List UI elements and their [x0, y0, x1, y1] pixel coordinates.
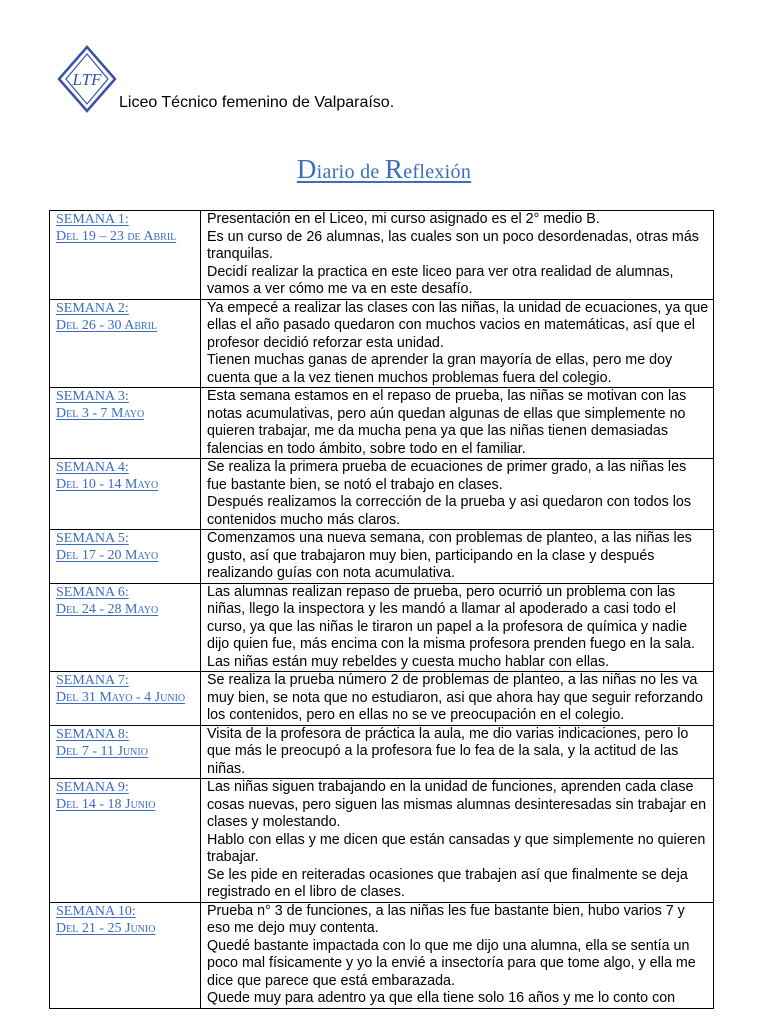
reflection-paragraph: Prueba n° 3 de funciones, a las niñas les fue bastante bien, hubo varios 7 y eso me dejo muy contenta. — [207, 902, 685, 936]
week-label[interactable]: SEMANA 9: — [56, 780, 129, 795]
reflection-paragraph: Se realiza la primera prueba de ecuaciones de primer grado, a las niñas les fue bastante bien, se notó el trabajo en clases. — [207, 459, 687, 493]
week-label[interactable]: SEMANA 3: — [56, 389, 129, 404]
reflection-paragraph: Las niñas están muy rebeldes y cuesta mucho hablar con ellas. — [207, 653, 610, 670]
week-label[interactable]: SEMANA 1: — [56, 212, 129, 227]
week-cell — [50, 779, 201, 903]
week-cell — [50, 530, 201, 584]
week-cell — [50, 459, 201, 530]
week-dates[interactable]: Del 21 - 25 Junio — [56, 920, 156, 936]
week-row — [50, 902, 714, 1008]
reflection-paragraph: Se les pide en reiteradas ocasiones que trabajen así que finalmente se deja registrado en el libro de clases. — [207, 866, 688, 900]
reflection-paragraph: Ya empecé a realizar las clases con las niñas, la unidad de ecuaciones, ya que ellas el año pasado quedaron con muchos vacios en matemáticas, así que el profesor decidió reforzar esta unidad. — [207, 299, 709, 351]
week-cell — [50, 583, 201, 672]
logo-diamond-icon — [57, 45, 117, 113]
week-dates[interactable]: Del 10 - 14 Mayo — [56, 477, 159, 492]
logo-text: LTF — [72, 70, 102, 89]
reflection-paragraph: Presentación en el Liceo, mi curso asignado es el 2° medio B. — [207, 211, 600, 227]
week-cell — [50, 902, 201, 1008]
title-initial-two: R — [384, 154, 404, 184]
week-cell — [50, 725, 201, 779]
reflection-paragraph: Quede muy para adentro ya que ella tiene solo 16 años y me lo conto con — [207, 990, 676, 1006]
week-label[interactable]: SEMANA 5: — [56, 531, 129, 546]
reflection-paragraph: Esta semana estamos en el repaso de prueba, las niñas se motivan con las notas acumulativas, pero aún quedan algunas de ellas que simplemente no quieren trabajar, me da mucha pena ya que las niñas tienen demasiadas falencias en todo ámbito, sobre todo en el familiar. — [207, 388, 687, 457]
reflection-cell — [201, 672, 714, 726]
week-dates[interactable]: Del 7 - 11 Junio — [56, 743, 148, 759]
reflection-cell — [201, 530, 714, 584]
week-label[interactable]: SEMANA 7: — [56, 673, 129, 688]
week-cell — [50, 388, 201, 459]
title-word-one: iario de — [316, 161, 385, 183]
reflection-cell — [201, 779, 714, 903]
week-dates[interactable]: Del 26 - 30 Abril — [56, 317, 158, 333]
reflection-cell — [201, 299, 714, 388]
week-row — [50, 299, 714, 388]
reflection-paragraph: Tienen muchas ganas de aprender la gran mayoría de ellas, pero me doy cuenta que a la vez tienen muchos problemas fuera del colegio. — [207, 352, 673, 386]
reflection-cell — [201, 459, 714, 530]
week-cell — [50, 211, 201, 300]
week-row — [50, 211, 714, 300]
week-dates[interactable]: Del 31 Mayo - 4 Junio — [56, 690, 186, 705]
week-dates[interactable]: Del 3 - 7 Mayo — [56, 406, 145, 421]
week-row — [50, 388, 714, 459]
reflection-paragraph: Decidí realizar la practica en este liceo para ver otra realidad de alumnas, vamos a ver cómo me va en este desafío. — [207, 263, 674, 297]
reflection-table — [49, 210, 714, 1009]
week-row — [50, 779, 714, 903]
week-label[interactable]: SEMANA 4: — [56, 460, 129, 475]
reflection-paragraph: Visita de la profesora de práctica la aula, me dio varias indicaciones, pero lo que más le preocupó a la profesora fue lo fea de la sala, y la actitud de las niñas. — [207, 725, 689, 777]
title-word-two: eflexión — [403, 161, 472, 183]
school-logo — [57, 45, 117, 113]
week-label[interactable]: SEMANA 8: — [56, 726, 129, 742]
week-cell — [50, 299, 201, 388]
week-label[interactable]: SEMANA 2: — [56, 300, 129, 316]
week-label[interactable]: SEMANA 6: — [56, 584, 129, 600]
week-dates[interactable]: Del 19 – 23 de Abril — [56, 229, 177, 244]
week-dates[interactable]: Del 14 - 18 Junio — [56, 797, 156, 812]
document-title — [0, 154, 768, 185]
title-initial: D — [296, 154, 317, 184]
week-label[interactable]: SEMANA 10: — [56, 903, 136, 919]
week-row — [50, 725, 714, 779]
reflection-cell — [201, 211, 714, 300]
reflection-paragraph: Es un curso de 26 alumnas, las cuales son un poco desordenadas, otras más tranquilas. — [207, 228, 699, 262]
reflection-cell — [201, 902, 714, 1008]
week-row — [50, 530, 714, 584]
reflection-paragraph: Hablo con ellas y me dicen que están cansadas y que simplemente no quieren trabajar. — [207, 831, 706, 865]
reflection-paragraph: Quedé bastante impactada con lo que me dijo una alumna, ella se sentía un poco mal físicamente y yo la envié a insectoría para que tome algo, y ella me dice que parece que está embarazada. — [207, 937, 696, 989]
week-row — [50, 672, 714, 726]
reflection-paragraph: Comenzamos una nueva semana, con problemas de planteo, a las niñas les gusto, así que trabajaron muy bien, participando en la clase y después realizando guías con nota acumulativa. — [207, 530, 692, 581]
reflection-cell — [201, 388, 714, 459]
reflection-paragraph: Se realiza la prueba número 2 de problemas de planteo, a las niñas no les va muy bien, se nota que no estudiaron, asi que ahora hay que seguir reforzando los contenidos, pero en ellas no se ve preocupación en el colegio. — [207, 672, 703, 723]
week-row — [50, 583, 714, 672]
reflection-cell — [201, 583, 714, 672]
week-row — [50, 459, 714, 530]
reflection-paragraph: Las alumnas realizan repaso de prueba, pero ocurrió un problema con las niñas, llego la inspectora y les mandó a llamar al apoderado a casi todo el curso, ya que las niñas le tiraron un papel a la profesora de química y nadie dijo quien fue, más encima con la misma profesora prenden fuego en la sala. — [207, 583, 695, 652]
school-name: Liceo Técnico femenino de Valparaíso. — [119, 94, 395, 111]
reflection-paragraph: Después realizamos la corrección de la prueba y asi quedaron con todos los contenidos mucho más claros. — [207, 494, 691, 528]
reflection-cell — [201, 725, 714, 779]
week-cell — [50, 672, 201, 726]
week-dates[interactable]: Del 17 - 20 Mayo — [56, 548, 159, 563]
week-dates[interactable]: Del 24 - 28 Mayo — [56, 601, 159, 617]
reflection-paragraph: Las niñas siguen trabajando en la unidad de funciones, aprenden cada clase cosas nuevas, pero siguen las mismas alumnas desinteresadas sin trabajar en clases y molestando. — [207, 779, 707, 830]
